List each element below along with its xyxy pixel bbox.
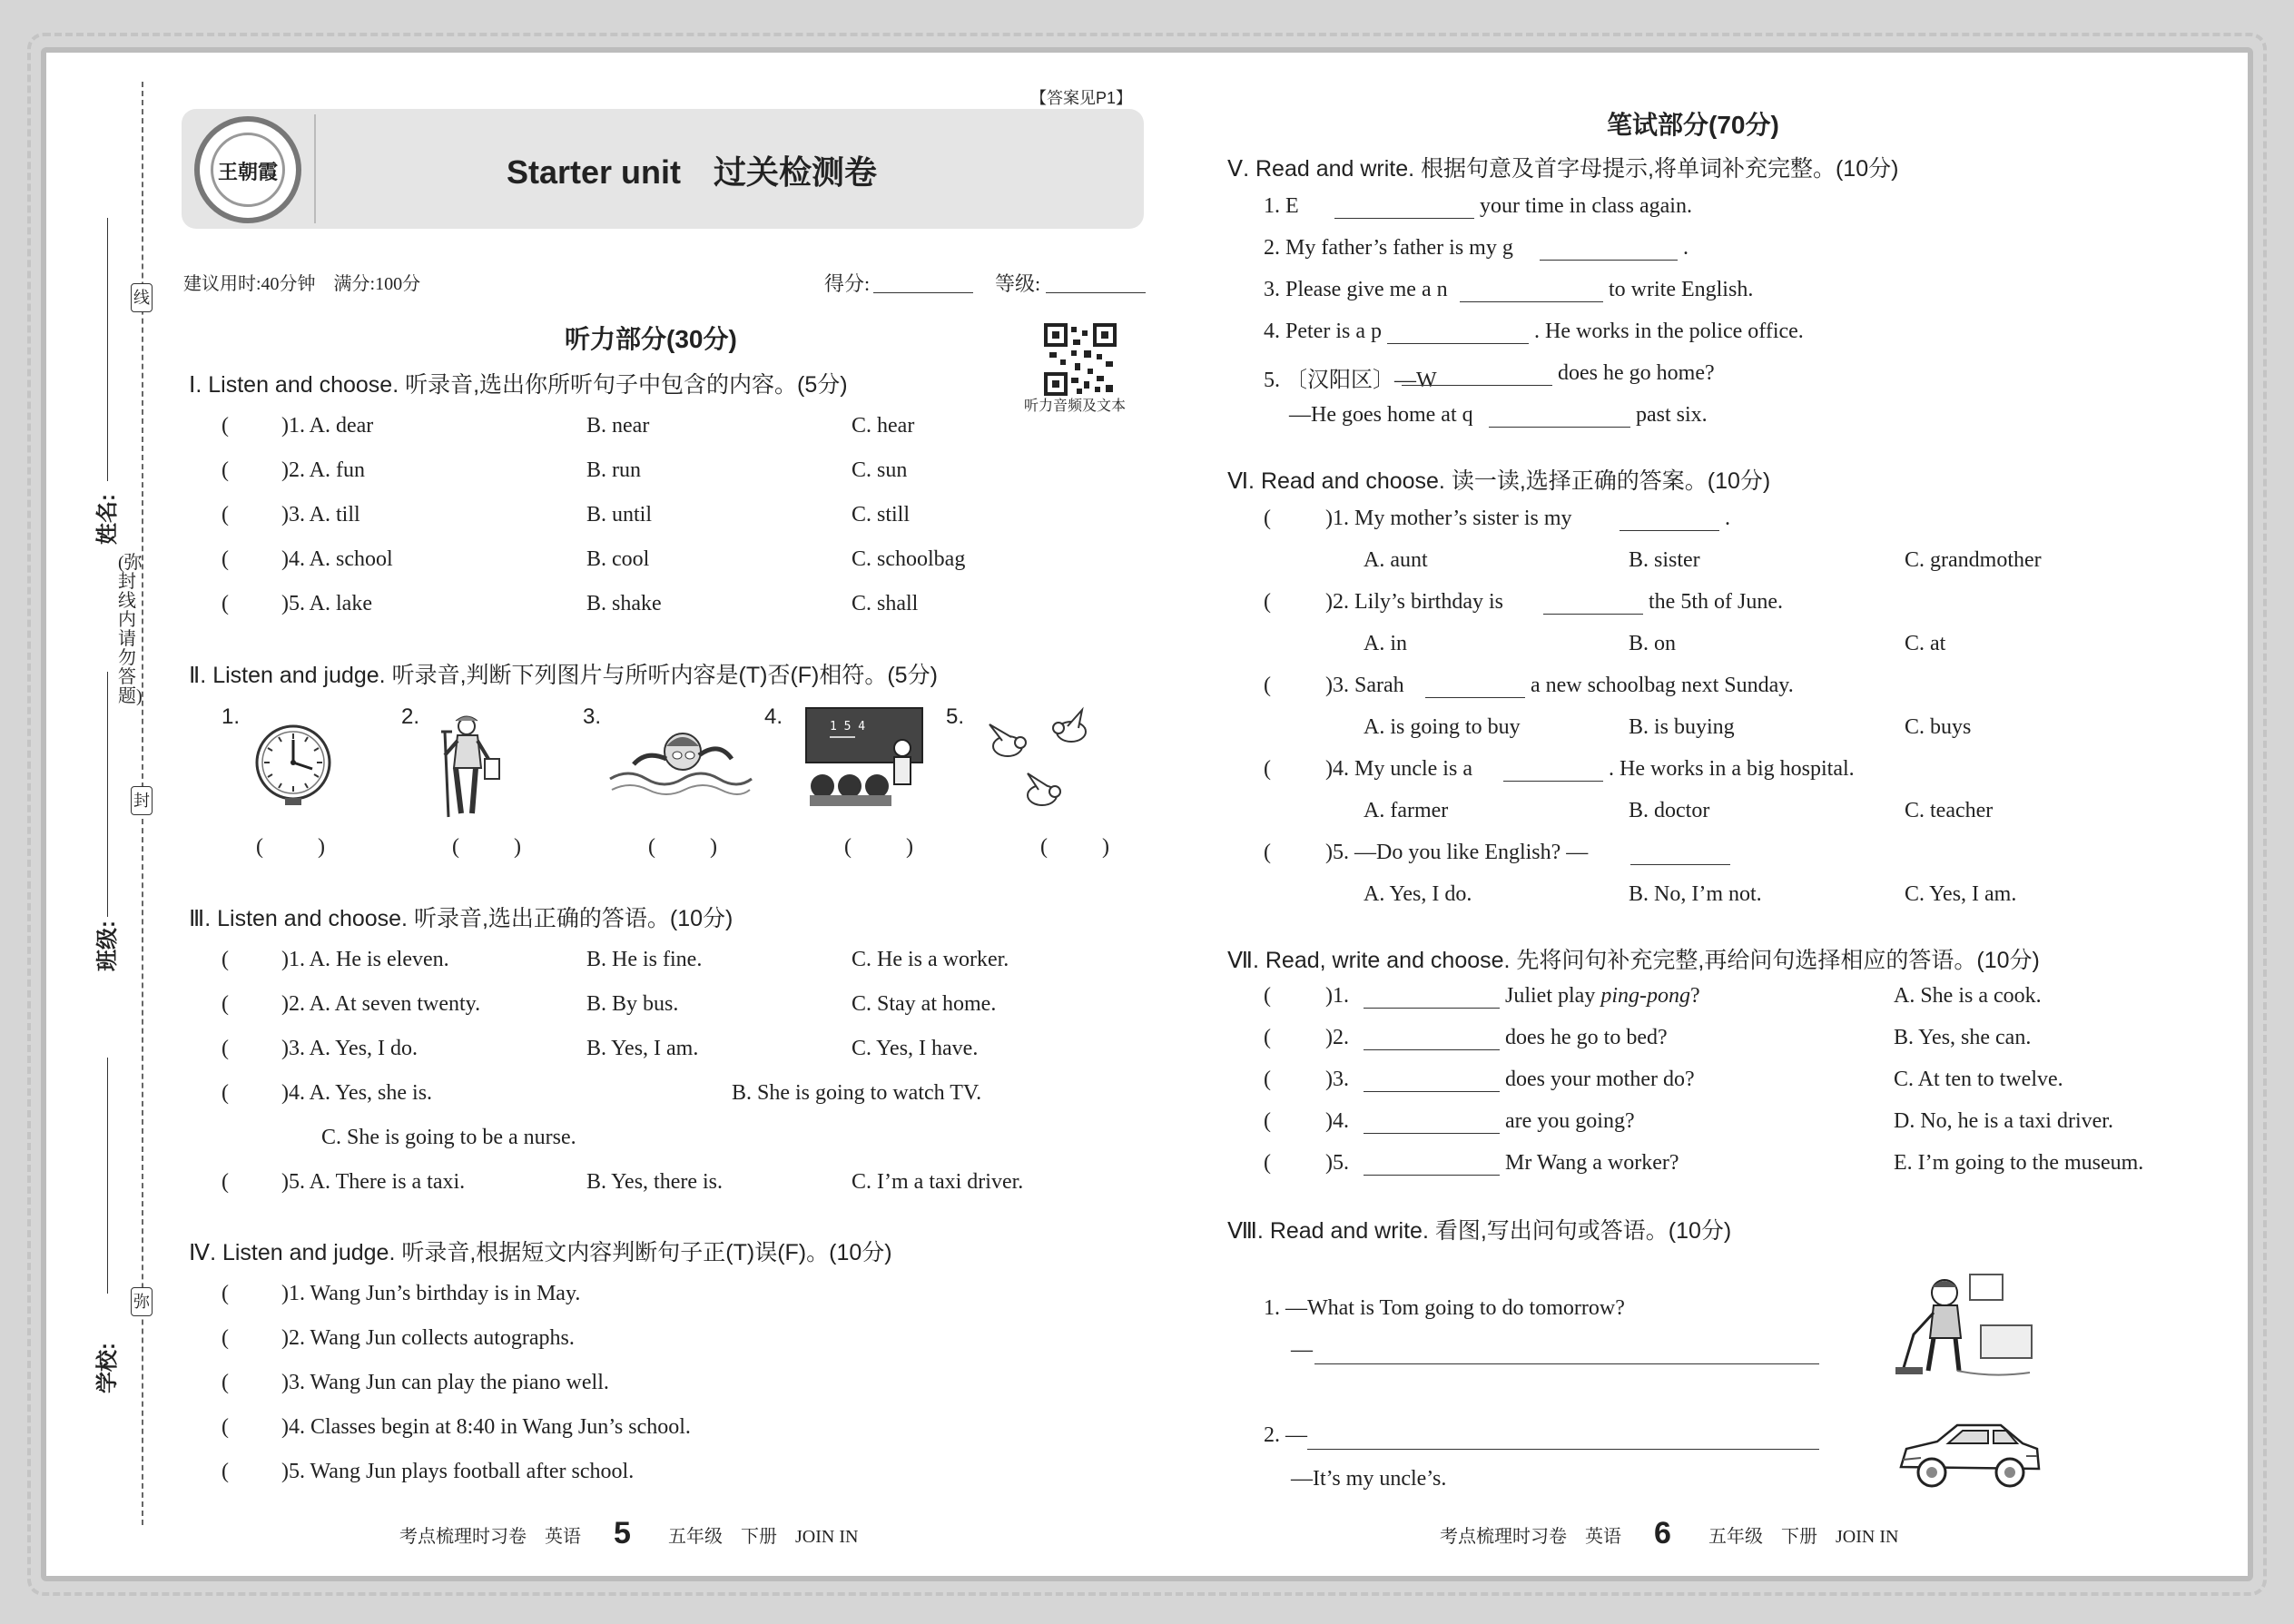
question-number: )3.: [1325, 1068, 1349, 1091]
fill-in-prefix: 4. Peter is a p: [1264, 320, 1382, 343]
option-b: B. doctor: [1629, 799, 1710, 822]
answer-paren-open[interactable]: (: [222, 1170, 229, 1194]
score-field[interactable]: [873, 271, 973, 293]
option-b: B. sister: [1629, 548, 1700, 572]
option-a: A. in: [1364, 632, 1407, 655]
fill-in-prefix: 1. E: [1264, 194, 1299, 218]
question-text: )2. Lily’s birthday is: [1325, 590, 1503, 614]
answer-option: C. At ten to twelve.: [1894, 1068, 2063, 1091]
question-text-main: does he go to bed?: [1505, 1026, 1668, 1049]
question-suffix: .: [1725, 507, 1730, 530]
question-blank[interactable]: [1364, 1111, 1500, 1134]
option-a: )4. A. school: [281, 547, 393, 571]
question-text: [1505, 1109, 1635, 1134]
s8-question-2-field[interactable]: [1307, 1427, 1819, 1450]
option-b: B. She is going to watch TV.: [732, 1081, 982, 1105]
question-blank[interactable]: [1364, 1069, 1500, 1092]
pic-num-3: 3.: [583, 704, 602, 729]
qr-code-icon[interactable]: [1044, 323, 1117, 396]
answer-option: A. She is a cook.: [1894, 984, 2042, 1008]
grade-field[interactable]: [1046, 271, 1146, 293]
listening-header: 听力部分(30分): [565, 325, 737, 353]
school-label: 学校:: [95, 1343, 120, 1393]
answer-paren-open[interactable]: (: [222, 414, 229, 438]
answer-paren-close: ): [514, 835, 521, 859]
logo: [194, 116, 301, 223]
seal-mark-feng: 封: [131, 786, 153, 815]
time-and-full-score: 建议用时:40分钟 满分:100分: [183, 274, 421, 294]
footer-left-text: 考点梳理时习卷 英语: [399, 1527, 581, 1547]
page-title: Starter unit 过关检测卷: [507, 153, 878, 191]
seal-mark-mi: 弥: [131, 1287, 153, 1316]
judge-statement: )5. Wang Jun plays football after school.: [281, 1460, 635, 1483]
question-number: )2.: [1325, 1026, 1349, 1049]
pic-num-4: 4.: [764, 704, 783, 729]
answer-reference: 【答案见P1】: [1030, 89, 1133, 107]
question-number: )4.: [1325, 1109, 1349, 1133]
class-line: [107, 672, 108, 917]
answer-paren-open[interactable]: (: [1040, 835, 1048, 859]
judge-statement: )1. Wang Jun’s birthday is in May.: [281, 1282, 581, 1305]
clock-picture: [252, 722, 334, 808]
question-text-main: are you going?: [1505, 1109, 1635, 1133]
birds-picture: [980, 704, 1117, 819]
pic-num-1: 1.: [222, 704, 241, 729]
question-text-italic: ping-pong: [1600, 984, 1690, 1008]
option-b: B. on: [1629, 632, 1677, 655]
question-text: )5. —Do you like English? —: [1325, 841, 1589, 864]
answer-option: D. No, he is a taxi driver.: [1894, 1109, 2113, 1133]
question-blank[interactable]: [1364, 1153, 1500, 1176]
boy-cleaning-picture: [1894, 1271, 2037, 1383]
option-a: )5. A. lake: [281, 592, 372, 615]
question-blank[interactable]: [1364, 1028, 1500, 1050]
judge-statement: )3. Wang Jun can play the piano well.: [281, 1371, 609, 1394]
grade-label: 等级:: [995, 272, 1041, 295]
question-number: )5.: [1325, 1151, 1349, 1175]
answer-paren-open[interactable]: (: [1264, 507, 1271, 530]
option-a: )1. A. He is eleven.: [281, 948, 449, 971]
question-blank[interactable]: [1425, 675, 1525, 698]
answer-paren-open[interactable]: (: [222, 592, 229, 615]
section-7-title: Ⅶ. Read, write and choose. 先将问句补充完整,再给问句选择相应的答语。(10分): [1227, 948, 2040, 973]
fill-in-blank[interactable]: [1334, 196, 1474, 219]
answer-paren-open[interactable]: (: [222, 992, 229, 1016]
option-b: B. Yes, I am.: [586, 1037, 699, 1060]
footer-right-text: 考点梳理时习卷 英语: [1440, 1527, 1621, 1547]
fill-in-suffix: to write English.: [1609, 278, 1754, 301]
fill-in-blank[interactable]: [1387, 321, 1529, 344]
qr-caption: 听力音频及文本: [1024, 399, 1127, 414]
s8-answer-2: —It’s my uncle’s.: [1291, 1467, 1447, 1491]
question-number: )1.: [1325, 984, 1349, 1008]
s8-question-2-prefix: 2. —: [1264, 1423, 1307, 1447]
fill-in-prefix: 2. My father’s father is my g: [1264, 236, 1513, 260]
option-a: )2. A. At seven twenty.: [281, 992, 481, 1016]
fill-in-prefix: 5. 〔汉阳区〕—W: [1264, 369, 1437, 392]
answer-paren-open[interactable]: (: [222, 948, 229, 971]
section-4-title: Ⅳ. Listen and judge. 听录音,根据短文内容判断句子正(T)误(F)。(10分): [189, 1240, 892, 1265]
question-text: )1. My mother’s sister is my: [1325, 507, 1572, 530]
option-c: C. shall: [852, 592, 919, 615]
question-text: [1505, 1151, 1679, 1176]
answer-paren-open[interactable]: (: [844, 835, 852, 859]
page-number-left: 5: [614, 1516, 631, 1550]
s8-question-1: 1. —What is Tom going to do tomorrow?: [1264, 1296, 1625, 1320]
option-c: C. still: [852, 503, 911, 527]
s8-answer-1-field[interactable]: [1314, 1342, 1819, 1364]
answer-paren-open[interactable]: (: [256, 835, 263, 859]
s8-answer-1-dash: —: [1291, 1338, 1313, 1362]
writing-header: 笔试部分(70分): [1607, 111, 1779, 139]
answer-paren-close: ): [318, 835, 325, 859]
option-a: )3. A. till: [281, 503, 360, 527]
fill-in-blank[interactable]: [1402, 363, 1552, 386]
question-text-end: ?: [1690, 984, 1700, 1008]
answer-paren-open[interactable]: (: [1264, 1026, 1271, 1049]
answer-paren-open[interactable]: (: [222, 1460, 229, 1483]
answer-paren-open[interactable]: (: [222, 1081, 229, 1105]
option-a: A. aunt: [1364, 548, 1428, 572]
question-blank[interactable]: [1630, 842, 1730, 865]
blackboard-text: 1 5 4: [830, 720, 866, 733]
question-text-main: Mr Wang a worker?: [1505, 1151, 1679, 1175]
seal-note: (弥封线内请勿答题): [118, 553, 143, 706]
question-suffix: the 5th of June.: [1649, 590, 1783, 614]
option-b: B. shake: [586, 592, 662, 615]
option-c: C. sun: [852, 458, 908, 482]
answer-paren-close: ): [906, 835, 913, 859]
name-line: [107, 218, 108, 481]
judge-statement: )4. Classes begin at 8:40 in Wang Jun’s school.: [281, 1415, 691, 1439]
class-label: 班级:: [95, 920, 120, 971]
fill-in-suffix: your time in class again.: [1480, 194, 1692, 218]
section-3-title: Ⅲ. Listen and choose. 听录音,选出正确的答语。(10分): [189, 906, 733, 931]
fill-in-blank[interactable]: [1489, 405, 1630, 428]
fill-in-prefix: 3. Please give me a n: [1264, 278, 1448, 301]
judge-statement: )2. Wang Jun collects autographs.: [281, 1326, 575, 1350]
question-blank[interactable]: [1364, 986, 1500, 1009]
question-text: [1505, 984, 1700, 1009]
option-a: )1. A. dear: [281, 414, 374, 438]
answer-option: B. Yes, she can.: [1894, 1026, 2032, 1049]
option-c: C. Yes, I have.: [852, 1037, 979, 1060]
option-b: B. He is fine.: [586, 948, 703, 971]
classroom-picture: [802, 706, 926, 808]
answer-paren-open[interactable]: (: [1264, 674, 1271, 697]
option-b: B. run: [586, 458, 641, 482]
logo-text: 王朝霞: [211, 133, 285, 207]
option-c: C. grandmother: [1905, 548, 2042, 572]
score-label: 得分:: [824, 272, 871, 295]
question-suffix: . He works in a big hospital.: [1609, 757, 1855, 781]
answer-paren-open[interactable]: (: [1264, 984, 1271, 1008]
seal-mark-xian: 线: [131, 283, 153, 312]
section-2-title: Ⅱ. Listen and judge. 听录音,判断下列图片与所听内容是(T)否(F)相符。(5分): [189, 663, 938, 688]
answer-paren-open[interactable]: (: [222, 1037, 229, 1060]
question-text: )4. My uncle is a: [1325, 757, 1472, 781]
option-c: C. teacher: [1905, 799, 1994, 822]
option-c: C. He is a worker.: [852, 948, 1009, 971]
question-text-main: Juliet play: [1505, 984, 1601, 1008]
answer-paren-open[interactable]: (: [222, 1415, 229, 1439]
option-b: B. Yes, there is.: [586, 1170, 724, 1194]
section-1-title: Ⅰ. Listen and choose. 听录音,选出你所听句子中包含的内容。(5分): [189, 372, 848, 398]
option-a: A. Yes, I do.: [1364, 882, 1472, 906]
answer-paren-open[interactable]: (: [648, 835, 655, 859]
answer-paren-open[interactable]: (: [222, 547, 229, 571]
option-c: C. I’m a taxi driver.: [852, 1170, 1024, 1194]
option-a: )3. A. Yes, I do.: [281, 1037, 418, 1060]
option-b: B. near: [586, 414, 650, 438]
school-line: [107, 1058, 108, 1294]
option-a: A. farmer: [1364, 799, 1449, 822]
page-number-right: 6: [1654, 1516, 1671, 1550]
swimmer-picture: [605, 723, 755, 804]
option-c: C. Stay at home.: [852, 992, 997, 1016]
footer-right-rest: 五年级 下册 JOIN IN: [1708, 1527, 1899, 1547]
pic-num-2: 2.: [401, 704, 420, 729]
answer-paren-close: ): [1102, 835, 1109, 859]
option-c: C. Yes, I am.: [1905, 882, 2017, 906]
worker-picture: [430, 714, 521, 821]
answer-paren-open[interactable]: (: [222, 1282, 229, 1305]
option-b: B. No, I’m not.: [1629, 882, 1762, 906]
option-c: C. at: [1905, 632, 1946, 655]
answer-paren-open[interactable]: (: [222, 1326, 229, 1350]
option-b: B. is buying: [1629, 715, 1735, 739]
banner-divider: [314, 114, 316, 223]
option-a: )4. A. Yes, she is.: [281, 1081, 433, 1105]
section-5-title: Ⅴ. Read and write. 根据句意及首字母提示,将单词补充完整。(10分): [1227, 156, 1899, 182]
fill-in-blank[interactable]: [1460, 280, 1603, 302]
answer-option: E. I’m going to the museum.: [1894, 1151, 2144, 1175]
question-text: )3. Sarah: [1325, 674, 1404, 697]
question-text: [1505, 1026, 1668, 1050]
question-text: [1505, 1068, 1695, 1092]
answer-paren-open[interactable]: (: [1264, 1068, 1271, 1091]
question-blank[interactable]: [1543, 592, 1643, 615]
answer-paren-close: ): [710, 835, 717, 859]
section-6-title: Ⅵ. Read and choose. 读一读,选择正确的答案。(10分): [1227, 468, 1771, 494]
answer-paren-open[interactable]: (: [222, 458, 229, 482]
option-c: C. hear: [852, 414, 915, 438]
car-picture: [1894, 1416, 2044, 1494]
answer-paren-open[interactable]: (: [222, 1371, 229, 1394]
fill-in-suffix: past six.: [1636, 403, 1708, 427]
question-text-main: does your mother do?: [1505, 1068, 1695, 1091]
question-blank[interactable]: [1503, 759, 1603, 782]
option-b: B. until: [586, 503, 653, 527]
fill-in-suffix: . He works in the police office.: [1534, 320, 1804, 343]
option-b: B. By bus.: [586, 992, 679, 1016]
name-label: 姓名:: [95, 494, 120, 545]
option-a: A. is going to buy: [1364, 715, 1521, 739]
answer-paren-open[interactable]: (: [452, 835, 459, 859]
option-c: C. schoolbag: [852, 547, 966, 571]
option-a: )5. A. There is a taxi.: [281, 1170, 466, 1194]
answer-paren-open[interactable]: (: [1264, 1109, 1271, 1133]
option-a: )2. A. fun: [281, 458, 365, 482]
fill-in-suffix: does he go home?: [1558, 361, 1715, 385]
answer-paren-open[interactable]: (: [1264, 590, 1271, 614]
question-blank[interactable]: [1620, 508, 1719, 531]
answer-paren-open[interactable]: (: [1264, 1151, 1271, 1175]
fill-in-suffix: .: [1683, 236, 1689, 260]
question-suffix: a new schoolbag next Sunday.: [1531, 674, 1794, 697]
answer-paren-open[interactable]: (: [1264, 757, 1271, 781]
fill-in-prefix: —He goes home at q: [1289, 403, 1473, 427]
option-c: C. She is going to be a nurse.: [321, 1126, 576, 1149]
footer-left-rest: 五年级 下册 JOIN IN: [668, 1527, 859, 1547]
answer-paren-open[interactable]: (: [1264, 841, 1271, 864]
section-8-title: Ⅷ. Read and write. 看图,写出问句或答语。(10分): [1227, 1218, 1732, 1244]
option-c: C. buys: [1905, 715, 1972, 739]
option-b: B. cool: [586, 547, 650, 571]
answer-paren-open[interactable]: (: [222, 503, 229, 527]
fill-in-blank[interactable]: [1540, 238, 1678, 261]
pic-num-5: 5.: [946, 704, 965, 729]
